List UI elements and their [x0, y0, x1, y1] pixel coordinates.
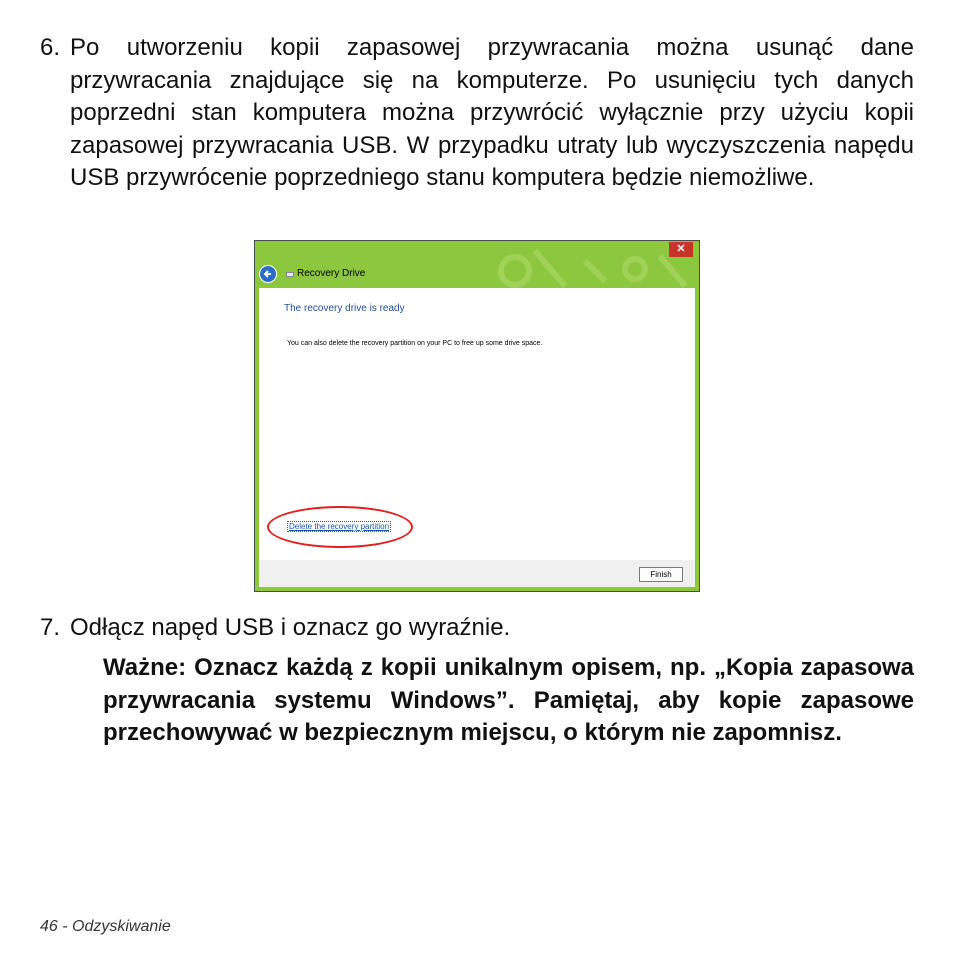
- dialog-description: You can also delete the recovery partition on your PC to free up some drive space.: [287, 340, 543, 347]
- back-arrow-icon[interactable]: [259, 265, 277, 283]
- delete-partition-link[interactable]: Delete the recovery partition: [289, 522, 390, 531]
- finish-button[interactable]: Finish: [639, 567, 683, 582]
- step-text: Odłącz napęd USB i oznacz go wyraźnie.: [70, 614, 511, 641]
- step-number: 6.: [40, 34, 61, 61]
- step-6: [40, 32, 914, 195]
- usb-drive-icon: [286, 272, 294, 277]
- step-7: [40, 612, 914, 645]
- dialog-nav-bar: [259, 265, 695, 285]
- dialog-footer: [259, 560, 695, 587]
- dialog-title: Recovery Drive: [297, 268, 366, 279]
- dialog-heading: The recovery drive is ready: [284, 303, 405, 314]
- page-footer: 46 - Odzyskiwanie: [40, 918, 171, 935]
- dialog-content: [259, 288, 695, 560]
- step-text: Po utworzeniu kopii zapasowej przywracania można usunąć dane przywracania znajdujące się na komputerze. Po usunięciu tych danych poprzedni stan komputera można przywrócić wyłącznie przy użyciu kopii zapasowej przywracania USB. W przypadku utraty lub wyczyszczenia napędu USB przywrócenie poprzedniego stanu komputera będzie niemożliwe.: [70, 34, 914, 191]
- important-note: Ważne: Oznacz każdą z kopii unikalnym opisem, np. „Kopia zapasowa przywracania systemu Windows”. Pamiętaj, aby kopie zapasowe przechowywać w bezpiecznym miejscu, o którym nie zapomnisz.: [103, 654, 914, 746]
- step-number: 7.: [40, 614, 61, 641]
- close-icon[interactable]: ✕: [669, 242, 693, 257]
- recovery-drive-screenshot: [254, 240, 700, 592]
